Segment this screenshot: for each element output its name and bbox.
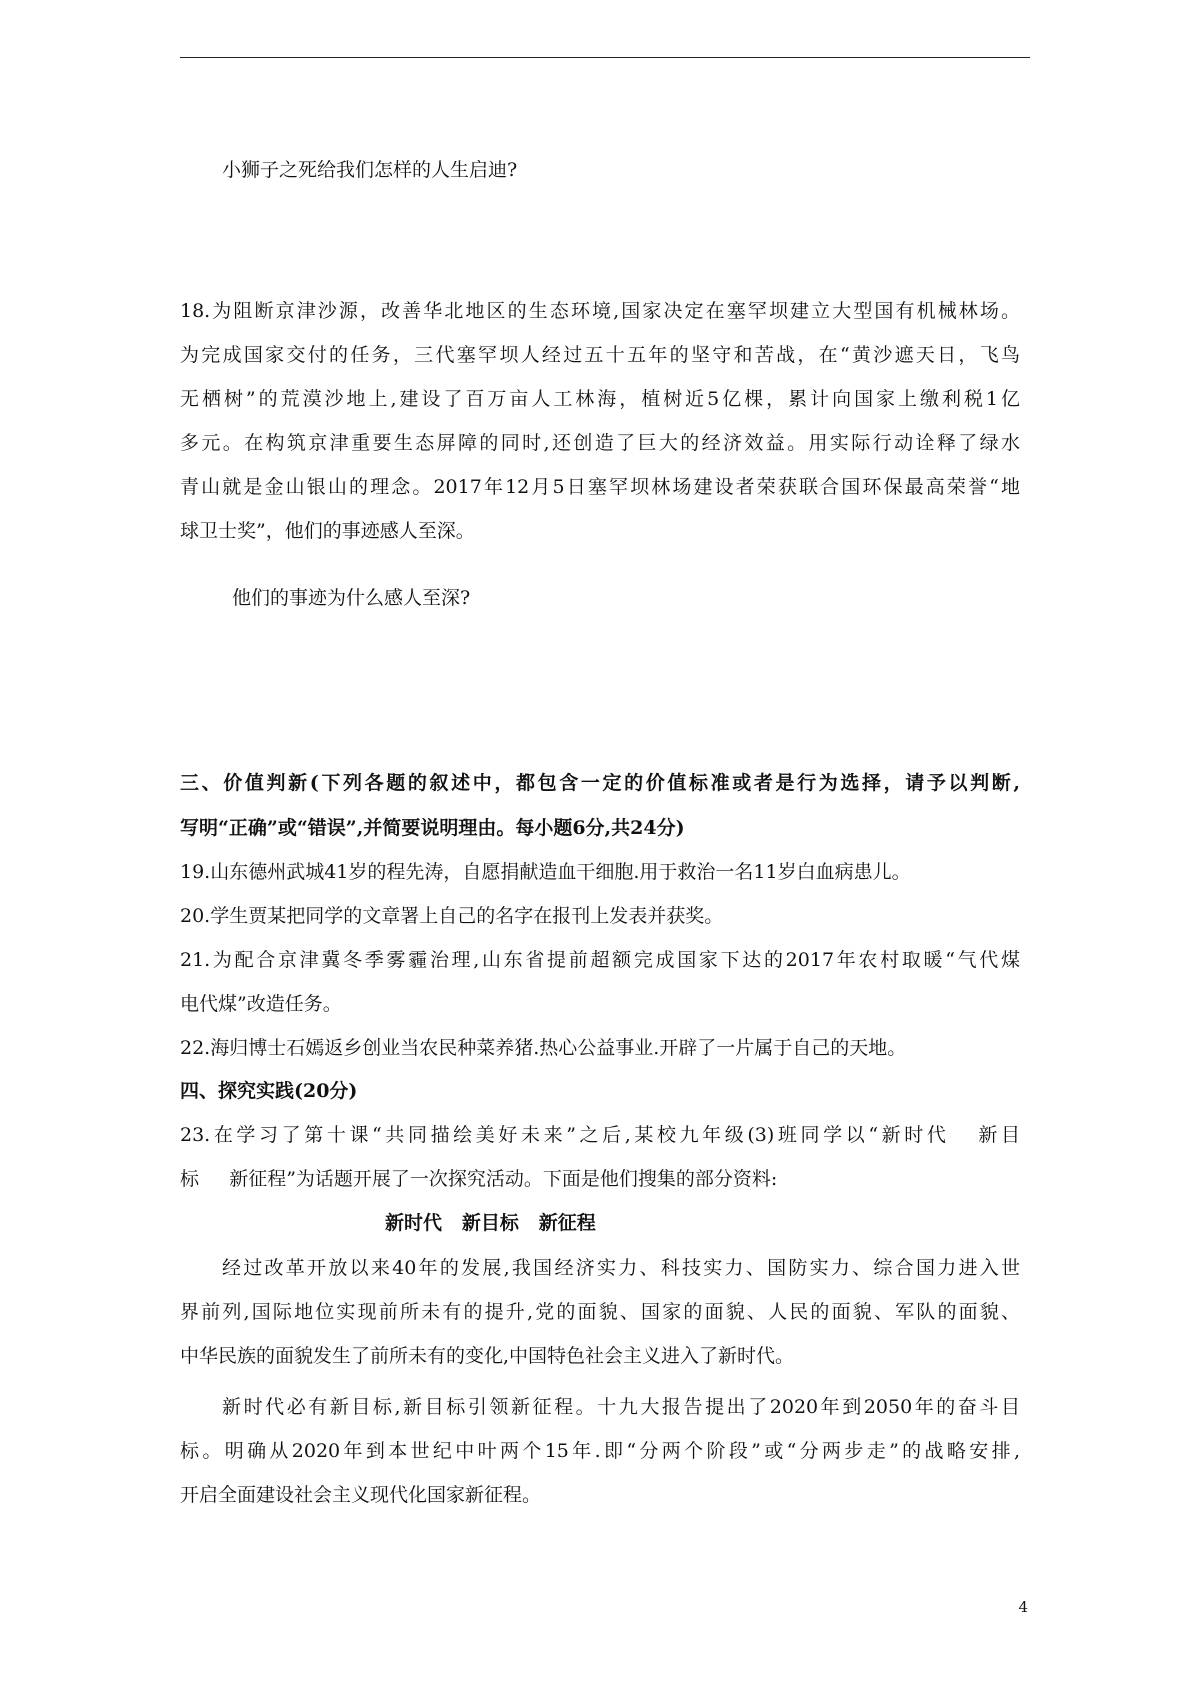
header-rule bbox=[180, 57, 1030, 58]
q18-line-3: 无栖树”的荒漠沙地上,建设了百万亩人工林海，植树近5亿棵，累计向国家上缴利税1亿 bbox=[180, 388, 1020, 410]
q18-line-5: 青山就是金山银山的理念。2017年12月5日塞罕坝林场建设者荣获联合国环保最高荣誉“地 bbox=[180, 476, 1020, 498]
q18-line-2: 为完成国家交付的任务，三代塞罕坝人经过五十五年的坚守和苦战，在“黄沙遮天日，飞鸟 bbox=[180, 344, 1020, 366]
q19: 19.山东德州武城41岁的程先涛，自愿捐献造血干细胞.用于救治一名11岁白血病患儿。 bbox=[180, 861, 911, 883]
section3-heading-line-2: 写明“正确”或“错误”,并简要说明理由。每小题6分,共24分) bbox=[180, 817, 685, 839]
q17-prompt: 小狮子之死给我们怎样的人生启迪? bbox=[222, 159, 518, 181]
para2-line-3: 开启全面建设社会主义现代化国家新征程。 bbox=[180, 1484, 542, 1506]
page-number: 4 bbox=[1018, 1598, 1028, 1616]
q18-line-4: 多元。在构筑京津重要生态屏障的同时,还创造了巨大的经济效益。用实际行动诠释了绿水 bbox=[180, 432, 1020, 454]
section3-heading-line-1: 三、价值判新(下列各题的叙述中，都包含一定的价值标准或者是行为选择，请予以判断, bbox=[180, 772, 1020, 794]
q21-line-1: 21.为配合京津冀冬季雾霾治理,山东省提前超额完成国家下达的2017年农村取暖“气代煤 bbox=[180, 949, 1020, 971]
para1-line-2: 界前列,国际地位实现前所未有的提升,党的面貌、国家的面貌、人民的面貌、军队的面貌、 bbox=[180, 1301, 1020, 1323]
q23-line-2: 标 新征程”为话题开展了一次探究活动。下面是他们搜集的部分资料: bbox=[180, 1168, 778, 1190]
para1-line-3: 中华民族的面貌发生了前所未有的变化,中国特色社会主义进入了新时代。 bbox=[180, 1345, 795, 1367]
para1-line-1: 经过改革开放以来40年的发展,我国经济实力、科技实力、国防实力、综合国力进入世 bbox=[222, 1257, 1020, 1279]
q18-line-6: 球卫士奖”，他们的事迹感人至深。 bbox=[180, 520, 475, 542]
q23-line-1: 23.在学习了第十课“共同描绘美好未来”之后,某校九年级(3)班同学以“新时代 新目 bbox=[180, 1124, 1020, 1146]
q21-line-2: 电代煤”改造任务。 bbox=[180, 993, 342, 1015]
q20: 20.学生贾某把同学的文章署上自己的名字在报刊上发表并获奖。 bbox=[180, 905, 724, 927]
q18-prompt: 他们的事迹为什么感人至深? bbox=[232, 587, 471, 609]
q22: 22.海归博士石嫣返乡创业当农民种菜养猪.热心公益事业.开辟了一片属于自己的天地。 bbox=[180, 1037, 907, 1059]
para2-line-1: 新时代必有新目标,新目标引领新征程。十九大报告提出了2020年到2050年的奋斗目 bbox=[222, 1396, 1020, 1418]
section4-heading: 四、探究实践(20分) bbox=[180, 1080, 358, 1102]
para2-line-2: 标。明确从2020年到本世纪中叶两个15年.即“分两个阶段”或“分两步走”的战略安排, bbox=[180, 1440, 1020, 1462]
material-title: 新时代 新目标 新征程 bbox=[385, 1212, 596, 1234]
q18-line-1: 18.为阻断京津沙源，改善华北地区的生态环境,国家决定在塞罕坝建立大型国有机械林场。 bbox=[180, 300, 1020, 322]
